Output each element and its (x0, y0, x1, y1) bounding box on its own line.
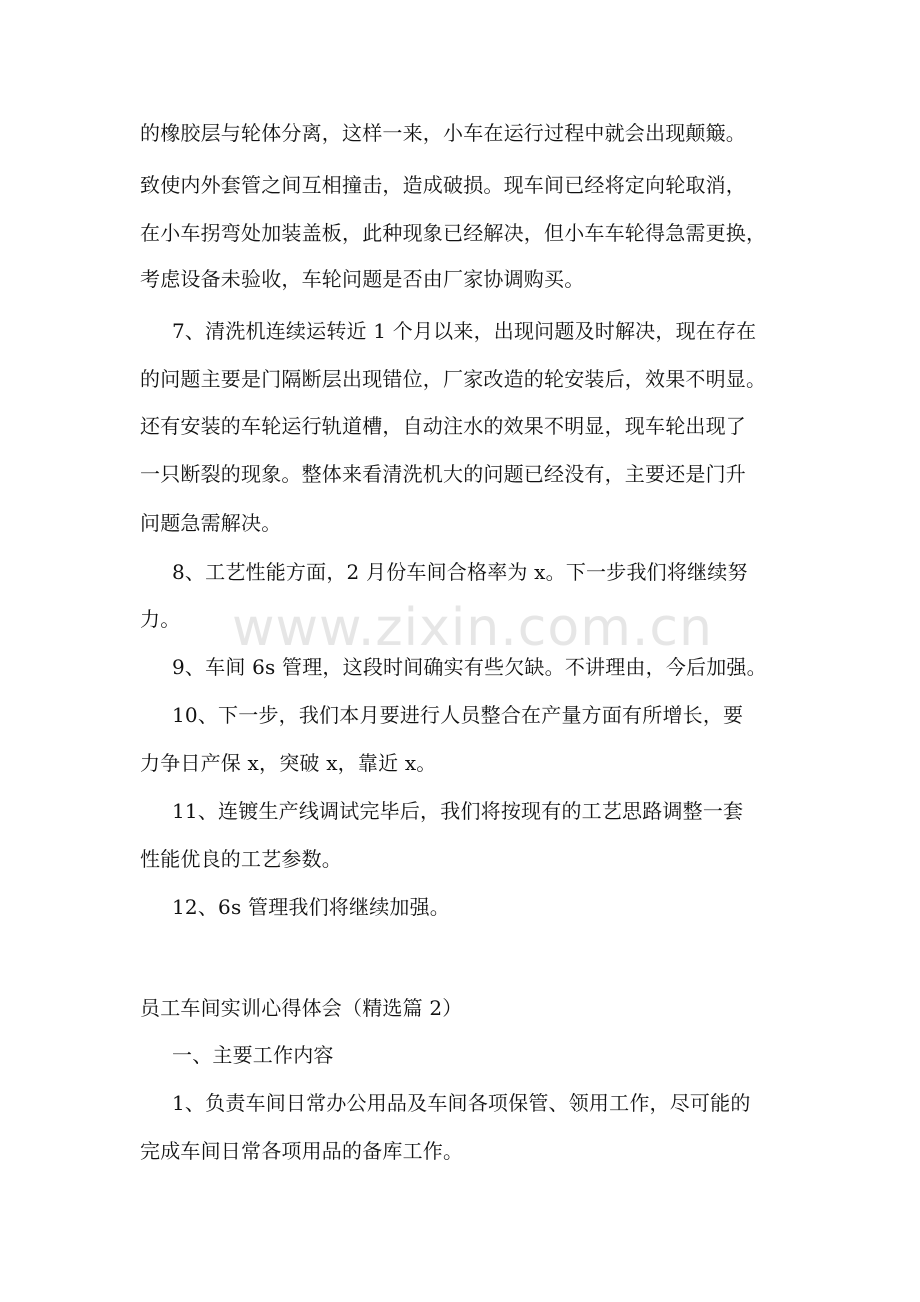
subheading: 一、主要工作内容 (172, 1043, 334, 1067)
paragraph-line: 在小车拐弯处加装盖板，此种现象已经解决，但小车车轮得急需更换， (140, 221, 767, 245)
paragraph-line: 9、车间 6s 管理，这段时间确实有些欠缺。不讲理由，今后加强。 (172, 655, 767, 679)
paragraph-line: 问题急需解决。 (140, 511, 282, 535)
paragraph-line: 致使内外套管之间互相撞击，造成破损。现车间已经将定向轮取消， (140, 173, 746, 197)
paragraph-line: 力争日产保 x，突破 x，靠近 x。 (140, 751, 437, 775)
paragraph-line: 力。 (140, 607, 181, 631)
paragraph-line: 11、连镀生产线调试完毕后，我们将按现有的工艺思路调整一套 (172, 799, 744, 823)
watermark: www.zixin.com.cn (232, 598, 713, 658)
paragraph-line: 7、清洗机连续运转近 1 个月以来，出现问题及时解决，现在存在 (172, 319, 757, 343)
paragraph-line: 12、6s 管理我们将继续加强。 (172, 895, 450, 919)
paragraph-line: 8、工艺性能方面，2 月份车间合格率为 x。下一步我们将继续努 (172, 560, 748, 584)
paragraph-line: 还有安装的车轮运行轨道槽，自动注水的效果不明显，现车轮出现了 (140, 414, 746, 438)
section-title: 员工车间实训心得体会（精选篇 2） (140, 996, 463, 1020)
paragraph-line: 10、下一步，我们本月要进行人员整合在产量方面有所增长，要 (172, 703, 744, 727)
paragraph-line: 完成车间日常各项用品的备库工作。 (140, 1139, 464, 1163)
paragraph-line: 1、负责车间日常办公用品及车间各项保管、领用工作，尽可能的 (172, 1091, 751, 1115)
paragraph-line: 一只断裂的现象。整体来看清洗机大的问题已经没有，主要还是门升 (140, 462, 746, 486)
paragraph-line: 考虑设备未验收，车轮问题是否由厂家协调购买。 (140, 267, 585, 291)
paragraph-line: 的橡胶层与轮体分离，这样一来，小车在运行过程中就会出现颠簸。 (140, 121, 746, 145)
paragraph-line: 性能优良的工艺参数。 (140, 847, 342, 871)
paragraph-line: 的问题主要是门隔断层出现错位，厂家改造的轮安装后，效果不明显。 (140, 367, 767, 391)
